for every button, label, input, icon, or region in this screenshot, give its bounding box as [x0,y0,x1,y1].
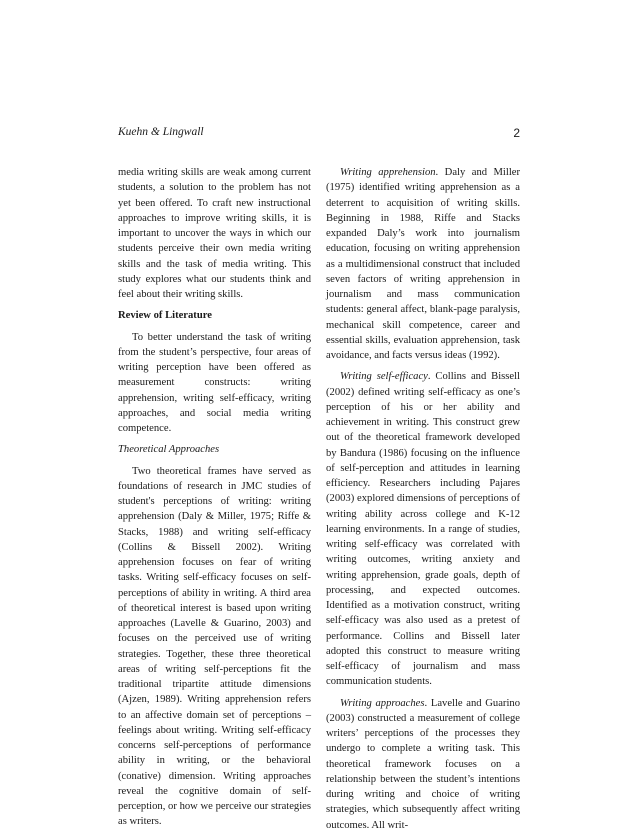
apprehension-paragraph [326,165,520,363]
self-efficacy-body: . Collins and Bissell (2002) defined writing self-efficacy as one’s perception of his or her ability and achievement in writing. This construct grew out of the theoretical framework developed by Bandura (1986) focusing on the influence of self-perception and attitudes in learning efficiency. Researchers including Pajares (2003) explored dimensions of perceptions of writing ability across college and K-12 learning environments. In a range of studies, writing self-efficacy was correlated with writing outcomes, writing anxiety and writing apprehension, grade goals, depth of processing, and expected outcomes. Identified as a motivation construct, writing self-efficacy was also used as a pretest of performance. Collins and Bissell later adopted this construct to measure writing self-efficacy of journalism and mass communication students. [326,371,520,688]
theory-paragraph: Two theoretical frames have served as foundations of research in JMC studies of student's perceptions of writing: writing apprehension (Daly & Miller, 1975; Riffe & Stacks, 1988) and writing self-efficacy (Collins & Bissell 2002). Writing apprehension focuses on fear of writing tasks. Writing self-efficacy focuses on self-perceptions of ability in writing. A third area of theoretical interest is based upon writing approaches (Lavelle & Guarino, 2003) and focuses on the perceived use of writing strategies. Together, these three theoretical areas of writing self-perceptions fit the traditional tripartite attitude dimensions (Ajzen, 1989). Writing apprehension refers to an affective domain set of perceptions – feelings about writing. Writing self-efficacy concerns self-perceptions of performance ability in writing, or the behavioral (conative) dimension. Writing approaches reveal the cognitive domain of self-perception, or how we perceive our strategies as writers. [118,465,311,828]
approaches-run-in-head: Writing approaches [340,697,425,709]
intro-paragraph: media writing skills are weak among current students, a solution to the problem has not yet been offered. To craft new instructional approaches to improve writing skills, it is important to uncover the ways in which our students perceive their own media writing skills and the task of media writing. This study explores what our students think and feel about their writing skills. [118,167,311,300]
page-number: 2 [513,126,520,140]
section-heading-review: Review of Literature [118,310,212,322]
self-efficacy-paragraph [326,369,520,689]
review-paragraph: To better understand the task of writing from the student’s perspective, four areas of writing perception have been offered as measurement constructs: writing apprehension, writing self-efficacy, writing approaches, and social media writing competence. [118,331,311,434]
apprehension-body: . Daly and Miller (1975) identified writing apprehension as a deterrent to acquisition of writing skills. Beginning in 1988, Riffe and Stacks expanded Daly’s work into journalism education, focusing on writing apprehension as a multidimensional construct that included seven factors of writing apprehension in journalism and mass communication students: general affect, blank-page paralysis, mechanical skill competence, career and essential skills, evaluation apprehension, task avoidance, and facts versus ideas (1992). [326,167,520,361]
subsection-heading-theory: Theoretical Approaches [118,444,220,456]
self-efficacy-run-in-head: Writing self-efficacy [340,371,428,383]
running-head-authors: Kuehn & Lingwall [118,126,204,138]
approaches-body: . Lavelle and Guarino (2003) constructed a measurement of college writers’ perceptions of the processes they undergo to complete a writing task. This theoretical framework focuses on a relationship between the student’s intentions during writing and choice of writing strategies, which subsequently affect writing outcomes. All writ- [326,697,520,831]
right-column [326,165,520,839]
left-column [118,165,311,836]
approaches-paragraph [326,696,520,833]
apprehension-run-in-head: Writing apprehension [340,167,436,178]
running-header [118,126,520,142]
